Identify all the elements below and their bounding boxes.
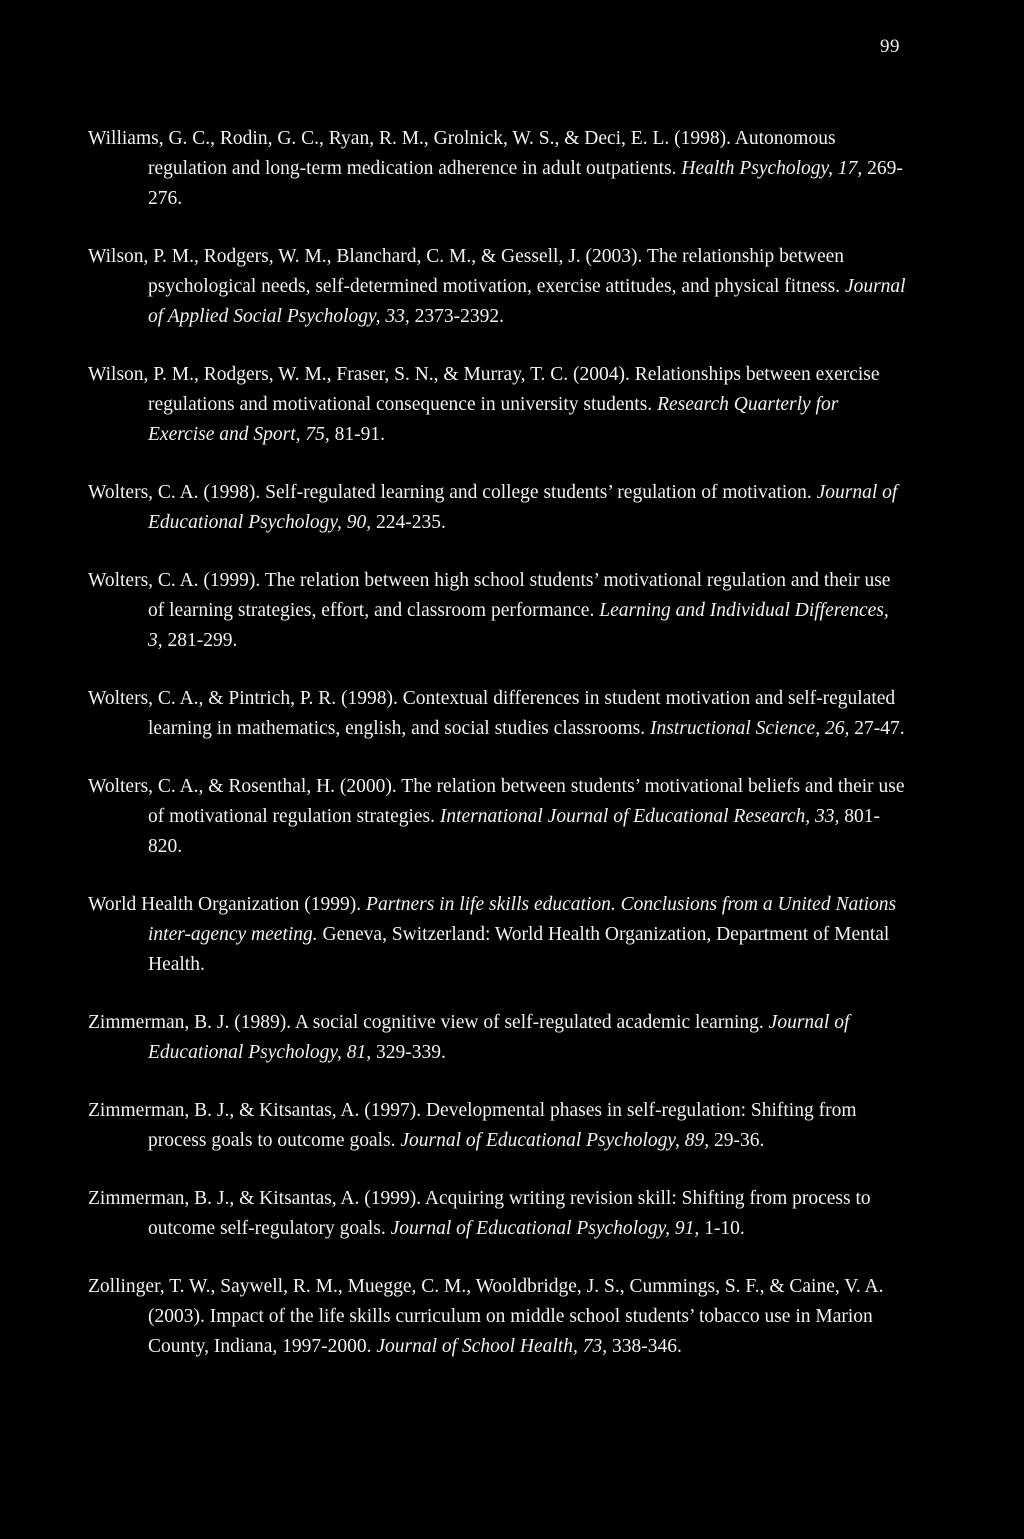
reference-text: Wolters, C. A., & Pintrich, P. R. (1998). Contextual differences in student motivation and self-regulated learning in mathematics, english, and social studies classrooms.: [88, 688, 896, 739]
reference-pages: 29-36.: [709, 1130, 765, 1151]
reference-pages: 1-10.: [699, 1218, 745, 1239]
reference-entry: [88, 1272, 908, 1362]
reference-entry: [88, 1096, 908, 1156]
reference-pages: Geneva, Switzerland: World Health Organization, Department of Mental Health.: [148, 924, 890, 975]
reference-source: Learning and Individual Differences, 3,: [148, 600, 889, 651]
reference-source: International Journal of Educational Research, 33,: [439, 806, 840, 827]
reference-source: Journal of Educational Psychology, 81,: [148, 1012, 850, 1063]
reference-text: Zollinger, T. W., Saywell, R. M., Muegge, C. M., Wooldbridge, J. S., Cummings, S. F., & Caine, V. A. (2003). Impact of the life skills curriculum on middle school students’ tobacco use in Marion County, Indiana, 1997-2000.: [88, 1276, 884, 1357]
reference-pages: 27-47.: [849, 718, 905, 739]
reference-source: Journal of Educational Psychology, 90,: [148, 482, 898, 533]
reference-text: Wilson, P. M., Rodgers, W. M., Fraser, S. N., & Murray, T. C. (2004). Relationships between exercise regulations and motivational consequence in university students.: [88, 364, 880, 415]
reference-pages: 338-346.: [607, 1336, 682, 1357]
reference-entry: [88, 890, 908, 980]
reference-text: World Health Organization (1999).: [88, 894, 367, 915]
reference-entry: [88, 684, 908, 744]
reference-pages: 81-91.: [329, 424, 386, 445]
reference-text: Zimmerman, B. J., & Kitsantas, A. (1999). Acquiring writing revision skill: Shifting from process to outcome self-regulatory goals.: [88, 1188, 871, 1239]
reference-source: Journal of Educational Psychology, 89,: [400, 1130, 710, 1151]
reference-entry: [88, 1184, 908, 1244]
reference-text: Wolters, C. A. (1999). The relation between high school students’ motivational regulation and their use of learning strategies, effort, and classroom performance.: [88, 570, 891, 621]
reference-pages: 224-235.: [371, 512, 446, 533]
reference-pages: 281-299.: [162, 630, 238, 651]
reference-text: Zimmerman, B. J. (1989). A social cognitive view of self-regulated academic learning.: [88, 1012, 769, 1033]
reference-source: Health Psychology, 17,: [681, 158, 863, 179]
reference-entry: [88, 360, 908, 450]
reference-entry: [88, 478, 908, 538]
reference-entry: [88, 566, 908, 656]
reference-text: Zimmerman, B. J., & Kitsantas, A. (1997). Developmental phases in self-regulation: Shifting from process goals to outcome goals.: [88, 1100, 857, 1151]
reference-text: Wilson, P. M., Rodgers, W. M., Blanchard, C. M., & Gessell, J. (2003). The relationship between psychological needs, self-determined motivation, exercise attitudes, and physical fitness.: [88, 246, 845, 297]
reference-pages: 801-820.: [148, 806, 881, 857]
reference-pages: 269-276.: [148, 158, 903, 209]
reference-source: Partners in life skills education. Conclusions from a United Nations inter-agency meeting.: [148, 894, 897, 945]
reference-text: Williams, G. C., Rodin, G. C., Ryan, R. M., Grolnick, W. S., & Deci, E. L. (1998). Autonomous regulation and long-term medication adherence in adult outpatients.: [88, 128, 836, 179]
reference-entry: [88, 1008, 908, 1068]
reference-list: [88, 124, 908, 1390]
reference-source: Instructional Science, 26,: [650, 718, 850, 739]
reference-entry: [88, 772, 908, 862]
reference-source: Journal of Applied Social Psychology, 33,: [148, 276, 906, 327]
reference-pages: 329-339.: [371, 1042, 446, 1063]
reference-source: Journal of Educational Psychology, 91,: [390, 1218, 700, 1239]
reference-source: Research Quarterly for Exercise and Sport, 75,: [148, 394, 839, 445]
reference-pages: 2373-2392.: [409, 306, 505, 327]
reference-entry: [88, 124, 908, 214]
page-number: 99: [880, 36, 900, 57]
reference-entry: [88, 242, 908, 332]
reference-text: Wolters, C. A., & Rosenthal, H. (2000). The relation between students’ motivational beliefs and their use of motivational regulation strategies.: [88, 776, 905, 827]
reference-source: Journal of School Health, 73,: [376, 1336, 608, 1357]
reference-text: Wolters, C. A. (1998). Self-regulated learning and college students’ regulation of motivation.: [88, 482, 817, 503]
